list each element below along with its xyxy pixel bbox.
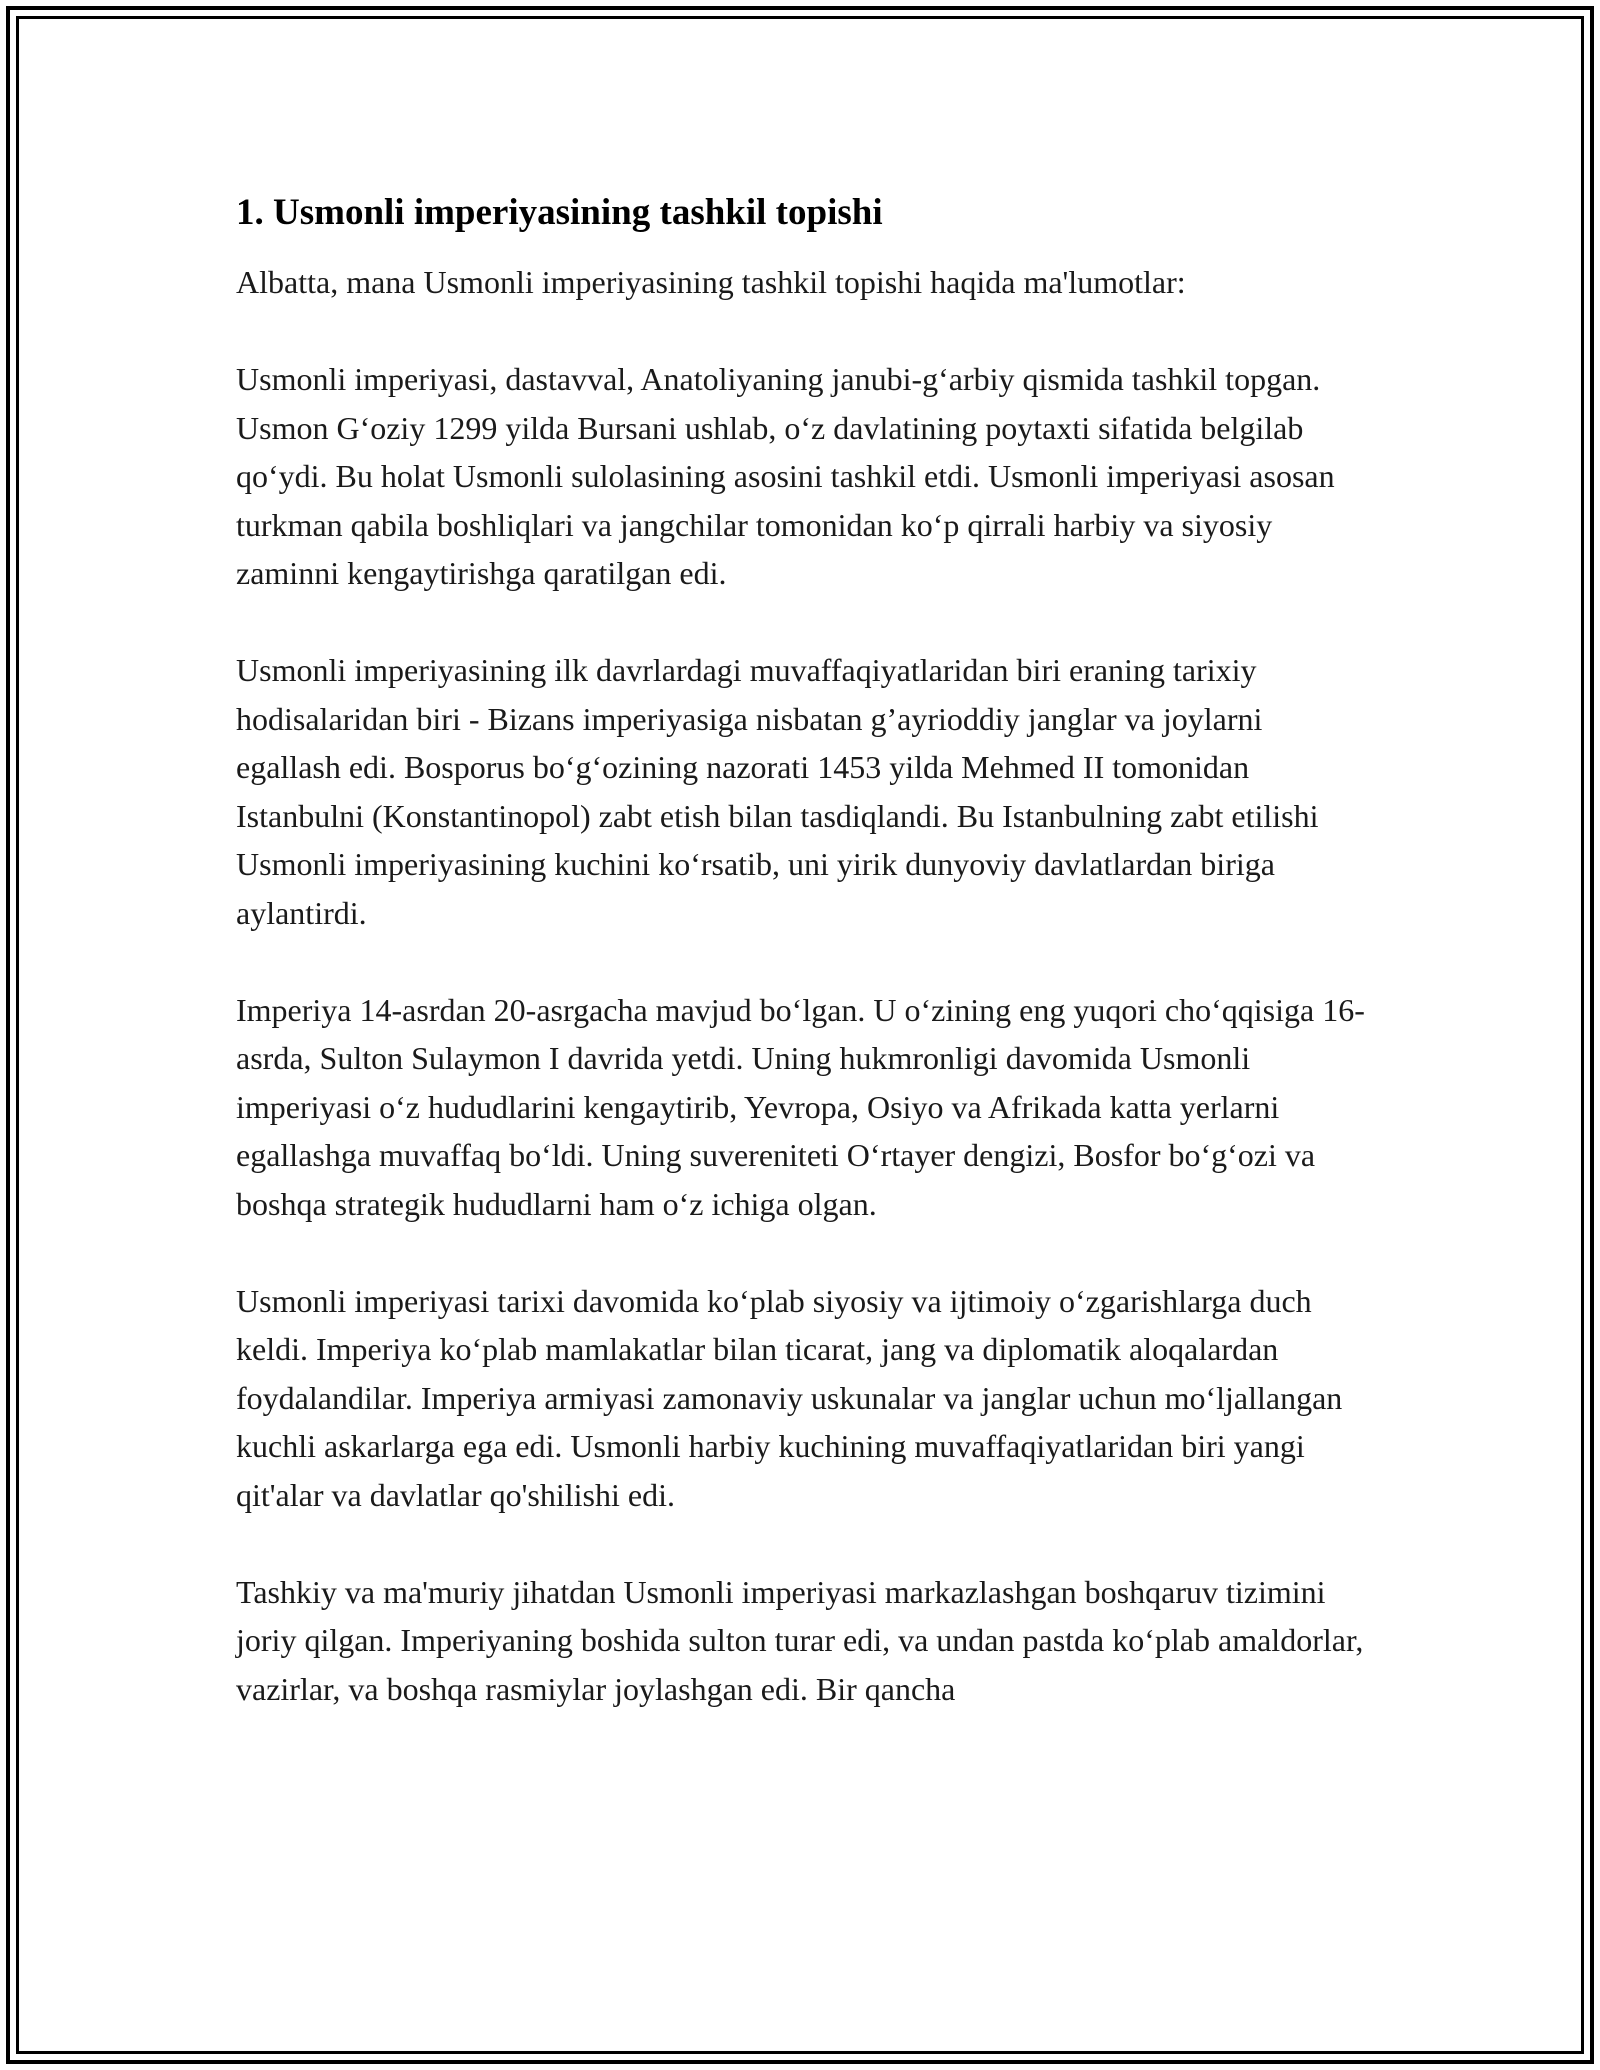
- paragraph-administration: Tashkiy va ma'muriy jihatdan Usmonli imperiyasi markazlashgan boshqaruv tizimini joriy qilgan. Imperiyaning boshida sulton turar edi, va undan pastda ko‘plab amaldorlar, vazirlar, va boshqa rasmiylar joylashgan edi. Bir qancha: [236, 1573, 1364, 1707]
- document-title: 1. Usmonli imperiyasining tashkil topishi: [236, 192, 883, 233]
- paragraph-founding: Usmonli imperiyasi, dastavval, Anatoliyaning janubi-g‘arbiy qismida tashkil topgan. Usmon G‘oziy 1299 yilda Bursani ushlab, o‘z davlatining poytaxti sifatida belgilab qo‘ydi. Bu holat Usmonli sulolasining asosini tashkil etdi. Usmonli imperiyasi asosan turkman qabila boshliqlari va jangchilar tomonidan ko‘p qirrali harbiy va siyosiy zaminni kengaytirishga qaratilgan edi.: [236, 361, 1335, 591]
- paragraph-peak: Imperiya 14-asrdan 20-asrgacha mavjud bo‘lgan. U o‘zining eng yuqori cho‘qqisiga 16-asrda, Sulton Sulaymon I davrida yetdi. Uning hukmronligi davomida Usmonli imperiyasi o‘z hududlarini kengaytirib, Yevropa, Osiyo va Afrikada katta yerlarni egallashga muvaffaq bo‘ldi. Uning suvereniteti O‘rtayer dengizi, Bosfor bo‘g‘ozi va boshqa strategik hududlarni ham o‘z ichiga olgan.: [236, 991, 1365, 1222]
- paragraph-intro: Albatta, mana Usmonli imperiyasining tashkil topishi haqida ma'lumotlar:: [236, 264, 1186, 300]
- document-body: [236, 188, 1371, 1762]
- paragraph-changes: Usmonli imperiyasi tarixi davomida ko‘plab siyosiy va ijtimoiy o‘zgarishlarga duch keldi. Imperiya ko‘plab mamlakatlar bilan ticarat, jang va diplomatik aloqalardan foydalandilar. Imperiya armiyasi zamonaviy uskunalar va janglar uchun mo‘ljallangan kuchli askarlarga ega edi. Usmonli harbiy kuchining muvaffaqiyatlaridan biri yangi qit'alar va davlatlar qo'shilishi edi.: [236, 1282, 1343, 1513]
- paragraph-early-success: Usmonli imperiyasining ilk davrlardagi muvaffaqiyatlaridan biri eraning tarixiy hodisalaridan biri - Bizans imperiyasiga nisbatan g’ayrioddiy janglar va joylarni egallash edi. Bosporus bo‘g‘ozining nazorati 1453 yilda Mehmed II tomonidan Istanbulni (Konstantinopol) zabt etish bilan tasdiqlandi. Bu Istanbulning zabt etilishi Usmonli imperiyasining kuchini ko‘rsatib, uni yirik dunyoviy davlatlardan biriga aylantirdi.: [236, 652, 1319, 931]
